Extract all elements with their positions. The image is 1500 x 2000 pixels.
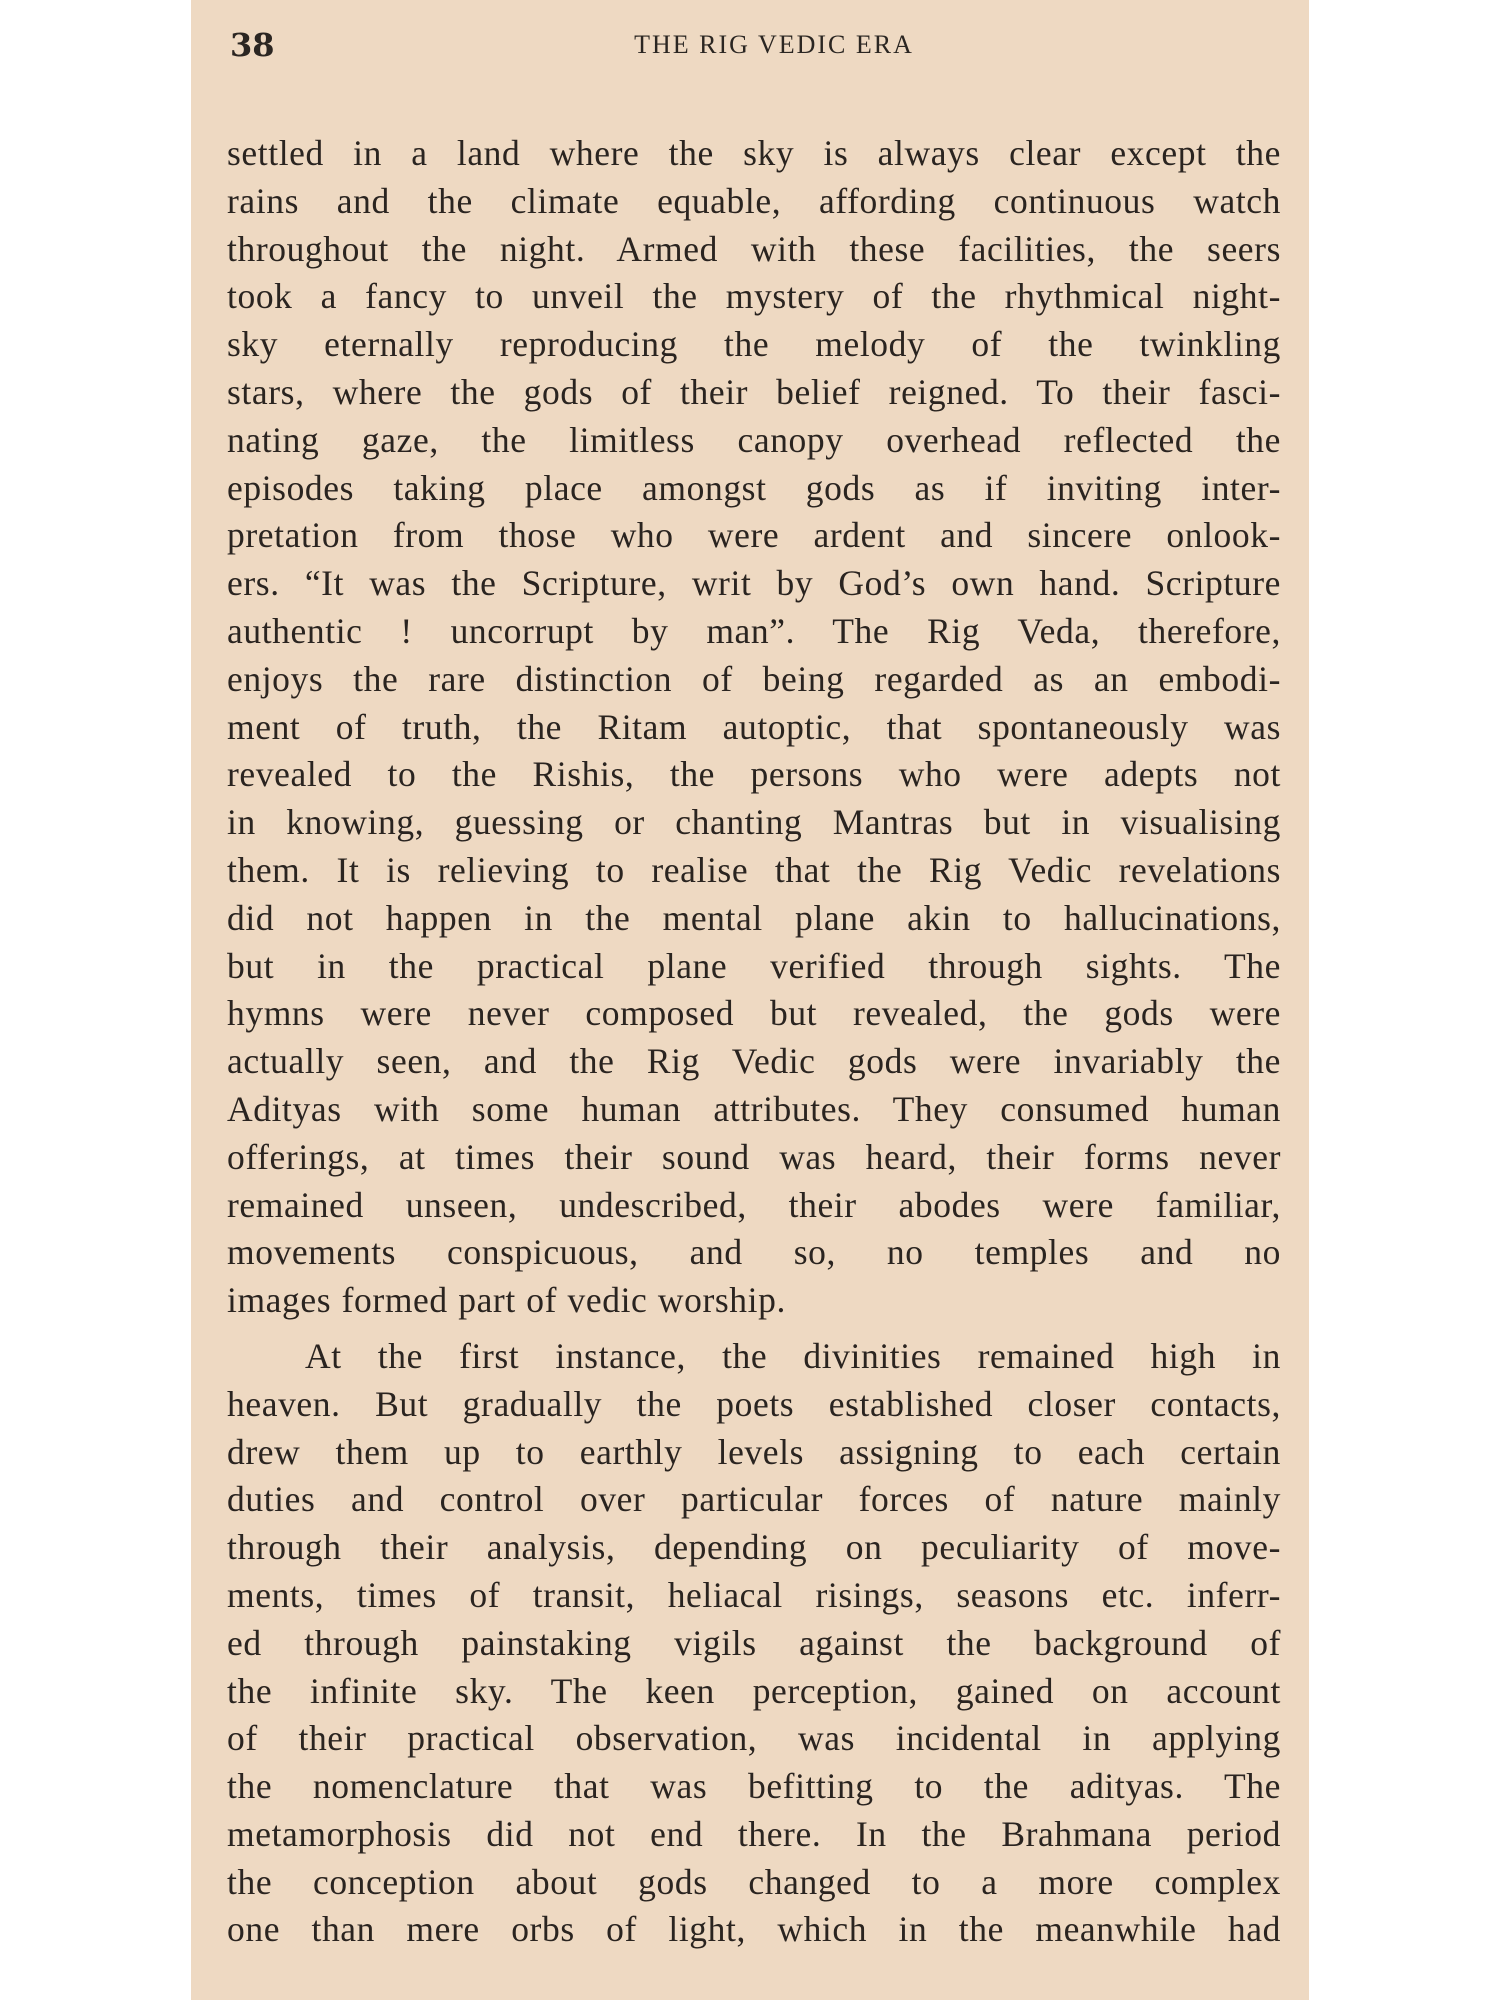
text-line: offerings, at times their sound was heard, their forms never	[227, 1136, 1281, 1177]
running-head: THE RIG VEDIC ERA	[634, 30, 914, 59]
text-line: pretation from those who were ardent and sincere onlook-	[227, 515, 1281, 556]
text-line: them. It is relieving to realise that the Rig Vedic revelations	[227, 849, 1281, 890]
text-line: Adityas with some human attributes. They consumed human	[227, 1088, 1281, 1129]
book-page	[191, 0, 1309, 2000]
text-line: ers. “It was the Scripture, writ by God’s own hand. Scripture	[227, 563, 1281, 604]
text-line: ment of truth, the Ritam autoptic, that spontaneously was	[227, 706, 1281, 747]
paragraph-1	[227, 130, 1281, 1325]
page-header	[227, 0, 1281, 130]
text-line: images formed part of vedic worship.	[227, 1280, 786, 1321]
text-line: heaven. But gradually the poets established closer contacts,	[227, 1383, 1281, 1424]
text-line: the conception about gods changed to a more complex	[227, 1861, 1281, 1902]
text-line: stars, where the gods of their belief reigned. To their fasci-	[227, 371, 1281, 412]
text-line: settled in a land where the sky is always clear except the	[227, 133, 1281, 173]
text-line: ments, times of transit, heliacal risings, seasons etc. inferr-	[227, 1574, 1281, 1615]
text-line: rains and the climate equable, affording continuous watch	[227, 180, 1281, 221]
text-line: revealed to the Rishis, the persons who were adepts not	[227, 754, 1281, 795]
text-line: nating gaze, the limitless canopy overhead reflected the	[227, 419, 1281, 460]
page-number: 38	[230, 26, 275, 64]
text-line: did not happen in the mental plane akin to hallucinations,	[227, 897, 1281, 938]
text-line: took a fancy to unveil the mystery of the rhythmical night-	[227, 276, 1281, 317]
text-line: duties and control over particular forces of nature mainly	[227, 1479, 1281, 1520]
text-line: sky eternally reproducing the melody of the twinkling	[227, 324, 1281, 365]
text-line: one than mere orbs of light, which in the meanwhile had	[227, 1909, 1281, 1950]
text-line: actually seen, and the Rig Vedic gods were invariably the	[227, 1041, 1281, 1082]
text-line: but in the practical plane verified through sights. The	[227, 945, 1281, 986]
text-line: of their practical observation, was incidental in applying	[227, 1718, 1281, 1759]
text-line: hymns were never composed but revealed, the gods were	[227, 993, 1281, 1034]
text-line: enjoys the rare distinction of being regarded as an embodi-	[227, 658, 1281, 699]
text-line: metamorphosis did not end there. In the Brahmana period	[227, 1813, 1281, 1854]
text-line: throughout the night. Armed with these facilities, the seers	[227, 228, 1281, 269]
text-line: At the first instance, the divinities remained high in	[305, 1335, 1281, 1376]
text-line: the nomenclature that was befitting to the adityas. The	[227, 1766, 1281, 1807]
paragraph-2	[227, 1333, 1281, 1954]
text-line: through their analysis, depending on peculiarity of move-	[227, 1527, 1281, 1568]
text-line: drew them up to earthly levels assigning to each certain	[227, 1431, 1281, 1472]
text-line: in knowing, guessing or chanting Mantras but in visualising	[227, 802, 1281, 843]
text-line: movements conspicuous, and so, no temples and no	[227, 1232, 1281, 1273]
text-line: authentic ! uncorrupt by man”. The Rig Veda, therefore,	[227, 610, 1281, 651]
text-line: the infinite sky. The keen perception, gained on account	[227, 1670, 1281, 1711]
text-line: ed through painstaking vigils against the background of	[227, 1622, 1281, 1663]
text-line: remained unseen, undescribed, their abodes were familiar,	[227, 1184, 1281, 1225]
text-line: episodes taking place amongst gods as if inviting inter-	[227, 467, 1281, 508]
